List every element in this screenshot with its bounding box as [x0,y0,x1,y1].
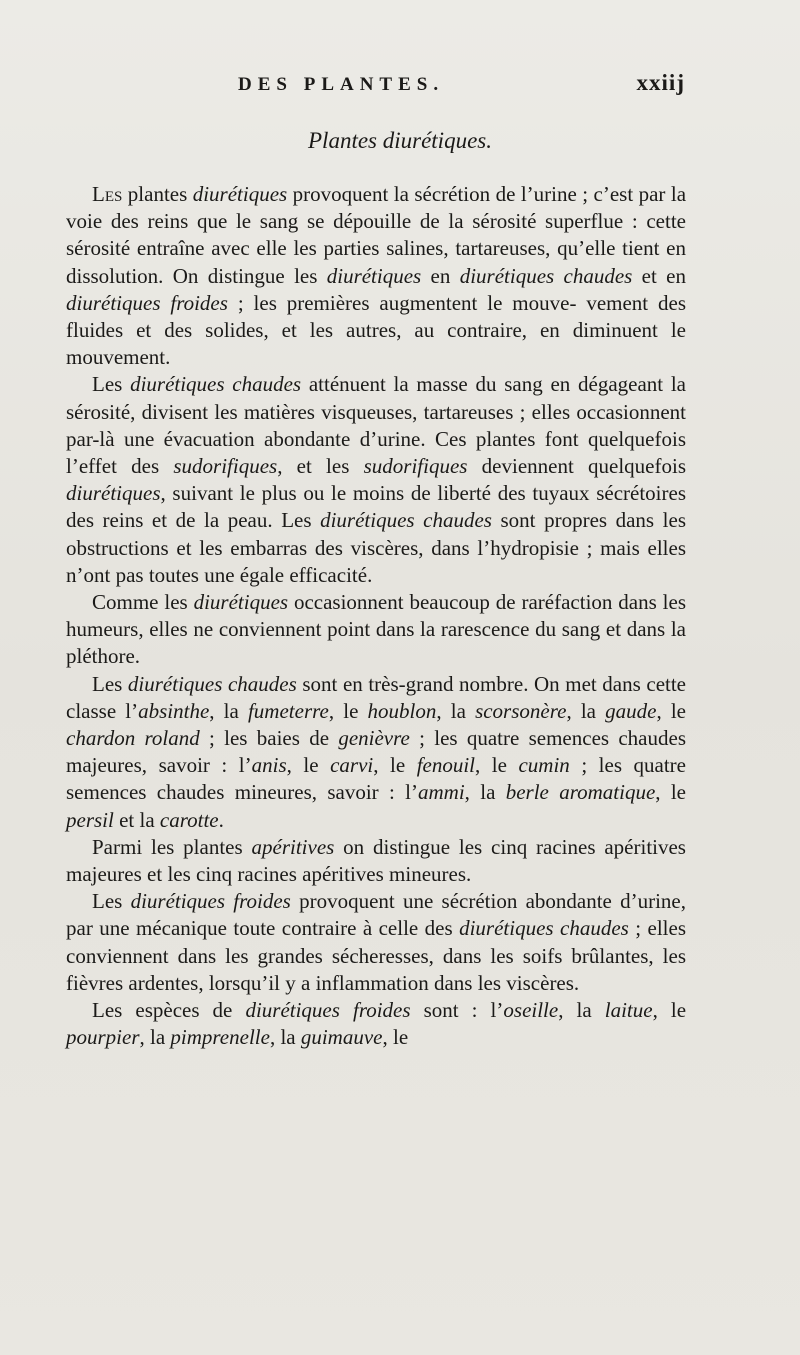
text-run: occasionnent beaucoup de raréfaction dans les humeurs, elles ne conviennent point dans la rarescence du sang et dans la pléthore. [66,590,686,669]
paragraph [66,888,686,997]
italic-term: pimprenelle [170,1025,270,1050]
italic-term: anis [251,753,287,778]
italic-term: diurétiques [192,182,288,206]
text-run: Comme les [92,590,194,615]
text-run: , le [286,753,331,778]
text-run: deviennent quelquefois [467,454,687,479]
text-run: sont en très-grand nombre. On met dans cette classe l’ [66,671,687,723]
italic-term: sudorifiques [363,454,468,479]
text-run: atténuent la masse du sang en dégageant la sérosité, divisent les matières visqueuses, tartareuses ; elles occasionnent par-là une évacuation abondante d’urine. Ces plantes font quelquefois l’effet des [66,372,687,479]
section-title: Plantes diurétiques. [308,128,492,153]
body-text [66,181,686,1052]
text-run: Les [92,182,123,206]
italic-term: ammi [417,780,465,805]
running-head: DES PLANTES. [238,74,445,95]
paragraph [66,589,686,671]
italic-term: berle aromatique [505,780,656,805]
text-run: , le [475,753,519,778]
italic-term: houblon [367,698,437,723]
text-run: ; les quatre semences chaudes majeures, savoir : l’ [66,726,686,778]
italic-term: diurétiques chaudes [459,916,629,941]
paragraph [66,834,686,888]
text-run: , le [656,698,686,723]
italic-term: diurétiques chaudes [320,508,492,533]
italic-term: pourpier [66,1025,140,1050]
italic-term: diurétiques [326,263,422,288]
text-run: ; les quatre semences chaudes mineures, savoir : l’ [66,753,686,805]
text-run: , suivant le plus ou le moins de liberté des tuyaux sécrétoires des reins et de la peau. Les [66,481,686,533]
text-run: et la [113,807,160,832]
text-run: Parmi les plantes [92,834,252,859]
text-run: Les [92,671,128,696]
text-run: en [421,263,460,288]
italic-term: absinthe [138,698,210,723]
italic-term: diurétiques chaudes [127,671,297,696]
text-run: ; les baies de [199,726,339,751]
text-run: ; les premières augmentent le mouve- vement des fluides et des solides, et les autres, au contraire, en diminuent le mouvement. [66,290,687,370]
italic-term: carotte [159,807,219,832]
italic-term: diurétiques chaudes [130,372,302,397]
paragraph [66,997,686,1051]
paragraph [66,671,686,834]
text-run: , la [558,998,605,1023]
text-run: Les [92,889,131,914]
text-run: Les [92,372,131,397]
text-run: , la [566,698,606,723]
text-run: ; elles conviennent dans les grandes sécheresses, dans les soifs brûlantes, les fièvres ardentes, lorsqu’il y a inflammation dans les viscères. [66,916,686,995]
text-run: plantes [122,182,193,206]
page-header [68,70,685,104]
text-run: , la [269,1025,301,1050]
italic-term: apéritives [251,834,335,859]
text-run: , le [373,753,417,778]
italic-term: oseille [503,998,559,1023]
italic-term: persil [66,807,114,832]
italic-term: chardon roland [66,726,200,751]
italic-term: genièvre [338,726,410,751]
page-number: xxiij [636,70,685,95]
text-run: on distingue les cinq racines apéritives majeures et les cinq racines apéritives mineures. [66,834,686,887]
italic-term: sudorifiques [173,454,278,479]
italic-term: diurétiques chaudes [459,263,633,288]
text-run: , le [655,780,687,805]
text-run: provoquent la sécrétion de l’urine ; c’est par la voie des reins que le sang se dépouille de la sérosité superflue : cette sérosité entraîne avec elle les parties salines, tartareuses, qu’elle tient en dissolution. On distingue les [66,182,687,288]
italic-term: laitue [604,998,653,1023]
text-run: , le [652,998,687,1023]
text-run: , le [328,698,368,723]
italic-term: guimauve [300,1025,383,1050]
text-run: sont : l’ [410,998,504,1023]
italic-term: carvi [330,753,374,778]
text-run: provoquent une sécrétion abondante d’urine, par une mécanique toute contraire à celle des [66,889,686,941]
italic-term: diurétiques [193,590,289,615]
italic-term: diurétiques [66,481,161,506]
text-run: , la [139,1025,171,1050]
text-run: , le [382,1025,409,1050]
italic-term: fumeterre [247,698,329,723]
paragraph [66,181,686,371]
italic-term: diurétiques froides [130,889,291,914]
text-run: , et les [277,454,364,479]
paragraph [66,371,686,589]
text-run: Les espèces de [92,998,246,1023]
italic-term: cumin [518,753,570,778]
italic-term: gaude [605,698,657,723]
text-run: sont propres dans les obstructions et les embarras des viscères, dans l’hydropisie ; mais elles n’ont pas toutes une égale efficacité. [66,508,686,587]
text-run: et en [632,263,686,288]
text-run: , la [436,698,476,723]
italic-term: diurétiques froides [66,290,228,315]
italic-term: fenouil [416,753,476,778]
italic-term: diurétiques froides [245,998,411,1023]
text-run: , la [464,780,506,805]
text-run: . [218,807,224,832]
text-run: , la [209,698,248,723]
italic-term: scorsonère [475,698,567,723]
